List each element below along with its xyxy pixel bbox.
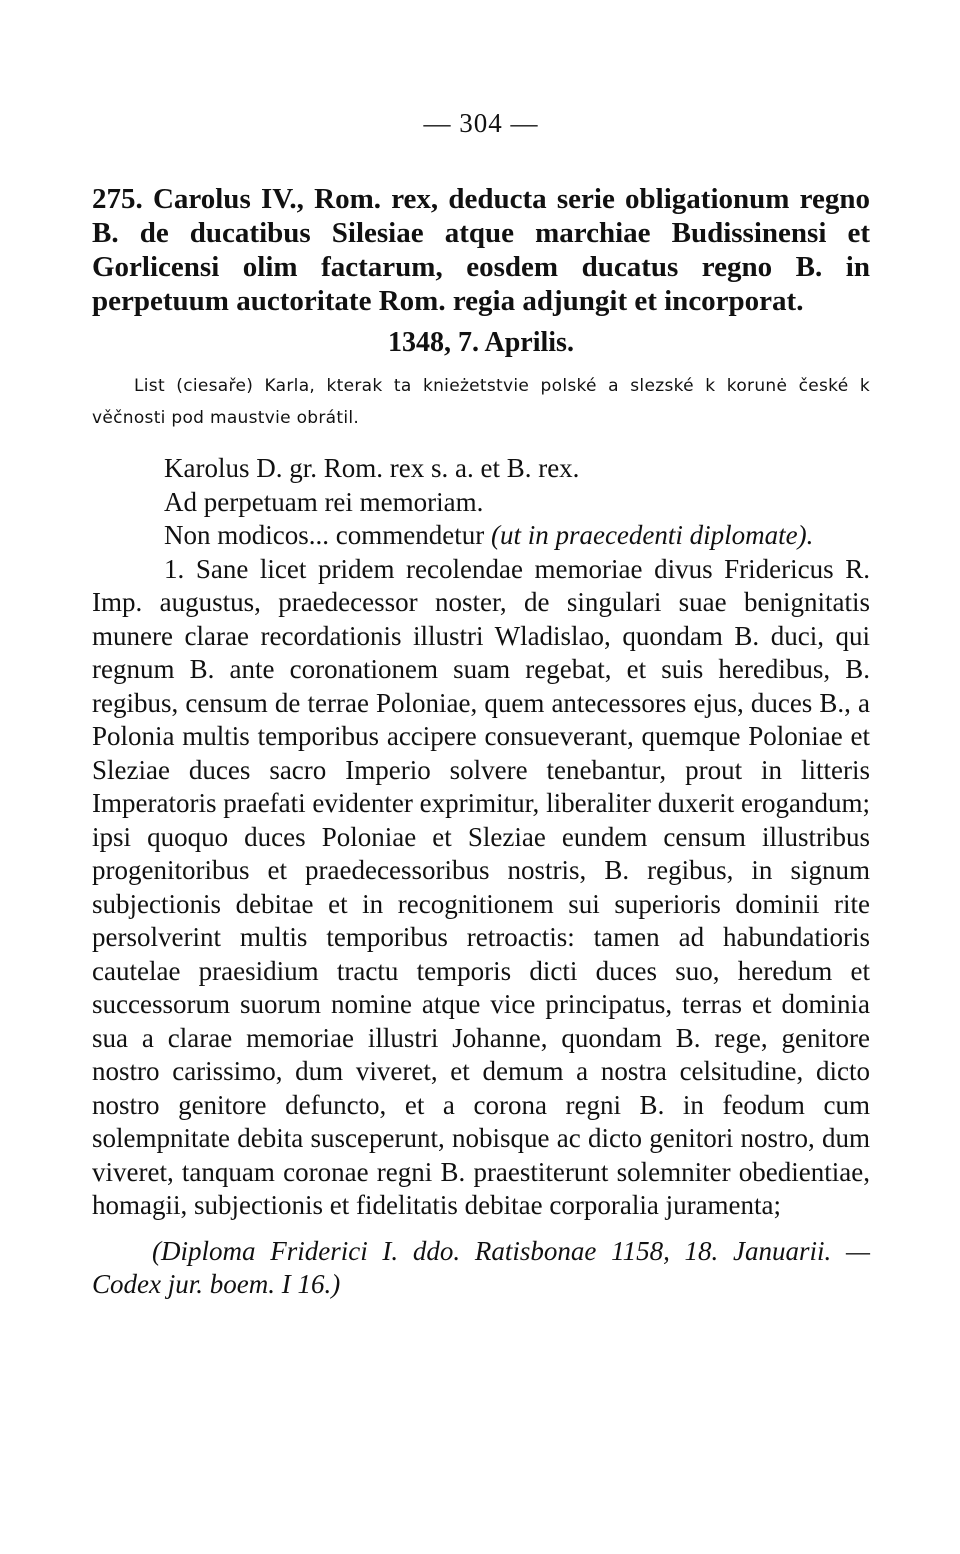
page-number: — 304 —: [423, 108, 539, 138]
source-footnote-text: (Diploma Friderici I. ddo. Ratisbonae 1158, 18. Januarii. — Codex jur. boem. I 16.): [92, 1235, 870, 1299]
czech-summary: List (ciesaře) Karla, kterak ta knieżetstvie polské a slezské k korunė české k věčnosti pod maustvie obrátil.: [92, 376, 870, 428]
document-date: 1348, 7. Aprilis.: [388, 327, 574, 358]
document-heading: 275. Carolus IV., Rom. rex, deducta serie obligationum regno B. de ducatibus Silesiae atque marchiae Budissinensi et Gorlicensi olim factarum, eosdem ducatus regno B. in perpetuum auctoritate Rom. regia adjungit et incorporat.: [92, 183, 870, 317]
non-modicos-text: Non modicos... commendetur: [164, 520, 485, 550]
intro-line-2: Ad perpetuam rei memoriam.: [164, 486, 484, 517]
intro-line-1: Karolus D. gr. Rom. rex s. a. et B. rex.: [164, 453, 580, 483]
source-footnote: [92, 1235, 870, 1302]
non-modicos-italic: (ut in praecedenti diplomate).: [490, 520, 814, 550]
document-page: [92, 108, 870, 1302]
non-modicos-line: [92, 519, 870, 553]
main-paragraph: 1. Sane licet pridem recolendae memoriae divus Fridericus R. Imp. augustus, praedecessor noster, de singulari suae benignitatis munere clarae recordationis illustri Wladislao, quondam B. duci, qui regnum B. ante coronationem suam regebat, et suis heredibus, B. regibus, censum de terrae Poloniae, quem antecessores ejus, duces B., a Polonia multis temporibus accipere consueverant, quemque Poloniae et Sleziae duces sacro Imperio solvere tenebantur, prout in litteris Imperatoris praefati evidenter exprimitur, liberaliter duxerit erogandum; ipsi quoquo duces Poloniae et Sleziae eundem censum illustribus progenitoribus et praedecessoribus nostris, B. regibus, in signum subjectionis debitae et in recognitionem sui superioris dominii rite persolverint multis temporibus retroactis: tamen ad habundatioris cautelae praesidium tractu temporis dicti duces suo, heredum et successorum suorum nomine atque vice principatus, terras et dominia sua a clarae memoriae illustri Johanne, quondam B. rege, genitore nostro carissimo, dum viveret, et demum a nostra celsitudine, dicto nostro genitore defuncto, et a corona regni B. in feodum cum solempnitate debita susceperunt, nobisque ac dicto genitori nostro, dum viveret, tanquam coronae regni B. praestiterunt solemniter obedientiae, homagii, subjectionis et fidelitatis debitae corporalia juramenta;: [92, 553, 870, 1220]
